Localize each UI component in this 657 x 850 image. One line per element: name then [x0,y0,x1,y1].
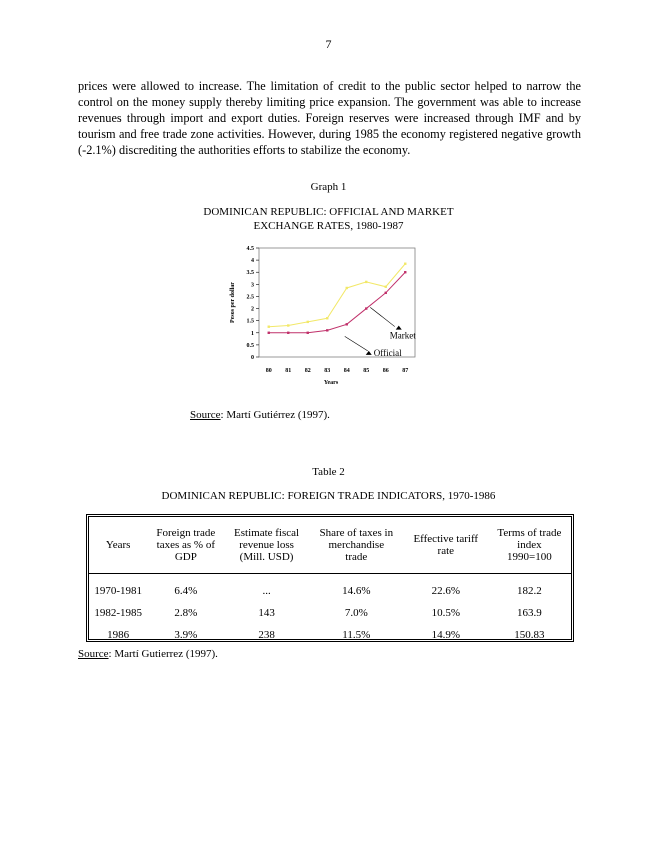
trade-indicators-table [86,514,574,642]
table-header-line: Terms of trade [497,527,562,539]
table-header-line: index [517,539,542,551]
table-header-line: Years [105,539,131,551]
table-header-line: merchandise [328,539,385,551]
table-header-cell [488,517,571,574]
table-header-line: revenue loss [239,539,294,551]
graph-source [190,409,330,421]
table-header-row [89,517,571,574]
table-source-label: Source [78,648,109,660]
table-header-line: Effective tariff [413,533,479,545]
table-cell: 3.9% [174,629,198,641]
table-header-line: Foreign trade [156,527,216,539]
graph-source-label: Source [190,409,221,421]
table-cell: 150.83 [514,629,545,641]
data-point-official [346,323,348,325]
table-label: Table 2 [312,466,345,478]
table-header-line: rate [437,545,455,557]
table-cell: 14.9% [431,629,460,641]
table-header-cell [309,517,404,574]
y-tick-label: 4.5 [246,246,254,252]
page-number: 7 [325,37,332,51]
table-header-line: Estimate fiscal [234,527,300,539]
table-source [78,648,218,660]
table-cell: 22.6% [431,585,460,597]
table-cell: 163.9 [517,607,542,619]
data-point-market [307,321,309,323]
table-cell: 2.8% [174,607,198,619]
data-point-official [385,292,387,294]
data-point-market [287,324,289,326]
data-point-market [268,326,270,328]
market-arrow-icon [396,326,402,330]
data-point-official [268,332,270,334]
table-row [89,574,571,603]
table-body [89,574,571,647]
table-cell: 10.5% [431,607,460,619]
table-header-cell [147,517,224,574]
graph-source-text: : Martí Gutiérrez (1997). [220,409,330,421]
table-cell: 11.5% [342,629,371,641]
body-paragraph: prices were allowed to increase. The limitation of credit to the public sector helped to narrow the control on the money supply thereby limiting price expansion. The government was able to increase revenues through import and export duties. Foreign reserves were increased through IMF and by tourism and free trade zone activities. However, during 1985 the economy registered negative growth (-2.1%) discrediting the authorities efforts to stabilize the economy. [78,79,581,157]
y-tick-label: 3 [251,282,254,289]
data-point-official [287,332,289,334]
table-cell: 14.6% [342,585,371,597]
data-point-market [385,286,387,288]
y-tick-label: 1.5 [246,318,254,325]
data-point-market [326,317,328,319]
table-cell: 6.4% [174,585,198,597]
table-cell: 1970-1981 [94,585,142,597]
data-point-official [365,307,367,309]
table-header-line: (Mill. USD) [239,551,294,563]
market-annotation: Market [389,330,416,341]
x-tick-label: 83 [324,368,331,374]
data-point-official [404,271,406,273]
x-tick-label: 82 [304,368,311,374]
table-cell: 182.2 [517,585,542,597]
table-cell: 1986 [107,629,130,641]
official-pointer-line [345,336,368,350]
table-row [89,624,571,646]
table-header-line: trade [345,551,368,563]
table-cell: 7.0% [344,607,368,619]
x-tick-label: 85 [363,368,370,374]
data-point-market [404,263,406,265]
table-header-cell [224,517,308,574]
graph-title [0,205,657,233]
y-tick-label: 1 [251,330,254,337]
table-row [89,602,571,624]
x-tick-label: 84 [343,368,350,374]
graph-title-line1: DOMINICAN REPUBLIC: OFFICIAL AND MARKET [203,206,454,218]
table-header-cell [89,517,147,574]
data-point-market [365,281,367,283]
y-tick-label: 0 [251,355,254,361]
x-tick-label: 80 [265,368,272,374]
x-tick-label: 81 [285,368,292,374]
y-tick-label: 0.5 [246,342,254,349]
x-tick-label: 86 [382,368,389,374]
table-header-cell [404,517,488,574]
x-axis-label: Years [323,380,339,386]
official-arrow-icon [366,351,372,355]
table-source-text: : Martí Gutierrez (1997). [108,648,218,660]
y-tick-label: 2 [251,306,254,313]
graph-label: Graph 1 [310,181,347,193]
data-point-official [326,329,328,331]
table-header-line: 1990=100 [507,551,552,563]
table-cell: ... [262,585,271,597]
graph-title-line2: EXCHANGE RATES, 1980-1987 [253,220,404,232]
y-axis-label: Pesos per dollar [230,282,236,323]
table-cell: 238 [258,629,275,641]
data-point-market [346,287,348,289]
official-annotation: Official [373,347,402,358]
table-header-line: Share of taxes in [319,527,394,539]
y-tick-label: 4 [251,258,254,265]
table-title: DOMINICAN REPUBLIC: FOREIGN TRADE INDICATORS, 1970-1986 [161,490,496,502]
exchange-rate-chart [222,240,422,390]
table-cell: 143 [258,607,275,619]
y-tick-label: 3.5 [246,270,254,277]
market-pointer-line [370,307,395,326]
data-point-official [307,332,309,334]
y-tick-label: 2.5 [246,294,254,301]
x-tick-label: 87 [402,368,409,374]
table-header-line: GDP [174,551,197,563]
series-line-market [269,264,406,327]
table-cell: 1982-1985 [94,607,142,619]
table-header-line: taxes as % of [156,539,215,551]
